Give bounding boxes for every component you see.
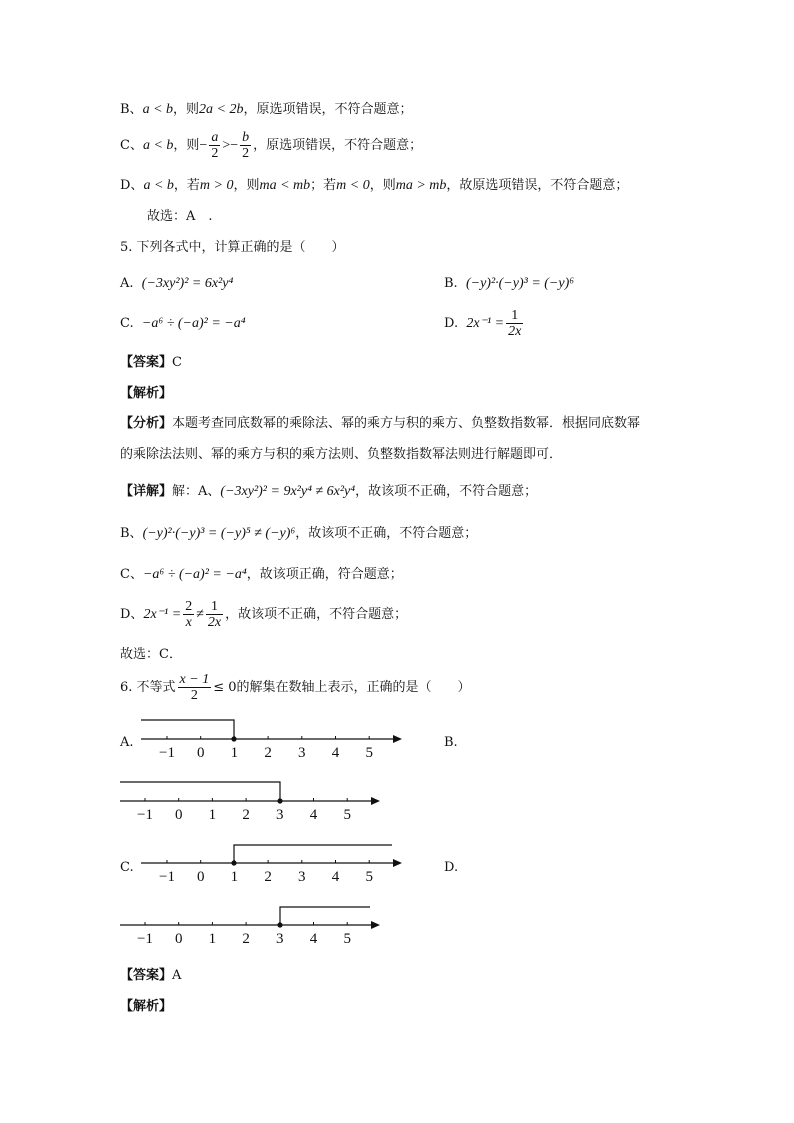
- question-5-stem: 5. 下列各式中，计算正确的是（ ）: [120, 240, 345, 255]
- q5-detail-a: 【详解】解：A、(−3xy²)² = 9x²y⁴ ≠ 6x²y⁴，故该项不正确，不符合题意；: [120, 484, 538, 499]
- q5-analysis-tag: 【解析】: [120, 386, 173, 401]
- tick-label-a: 0: [196, 745, 205, 761]
- q6-label-d: D.: [444, 860, 459, 875]
- tick-label-c: 1: [230, 869, 239, 885]
- tick-label-c: 3: [298, 869, 306, 885]
- tick-label-a: −1: [159, 745, 175, 761]
- q6-label-a: A.: [120, 735, 134, 750]
- fraction: $\frac{2}{x}$: [185, 599, 193, 630]
- ticks-d: [137, 922, 351, 947]
- q5-option-d: D. 2x⁻¹ = $\frac{1}{2x}$: [444, 308, 522, 339]
- q5-fenxi-line-2: 的乘除法法则、幂的乘方与积的乘方法则、负整数指数幂法则进行解题即可．: [120, 447, 563, 462]
- axis-arrow-a: [393, 735, 402, 743]
- ticks-b: [137, 798, 351, 823]
- axis-arrow-c: [393, 859, 402, 867]
- tick-label-d: 2: [242, 931, 250, 947]
- tick-label-d: 1: [208, 931, 217, 947]
- fraction: $\frac{1}{2x}$: [207, 599, 222, 630]
- tick-label-a: 4: [331, 745, 340, 761]
- q5-option-b: B. (−y)²·(−y)³ = (−y)⁶: [444, 276, 575, 291]
- tick-label-d: 4: [309, 931, 318, 947]
- tick-label-c: 2: [264, 869, 272, 885]
- tick-label-a: 3: [298, 745, 306, 761]
- solution-ray-a: [141, 720, 234, 738]
- tick-label-b: 5: [343, 807, 351, 823]
- tick-label-b: 1: [208, 807, 217, 823]
- tick-label-b: 0: [174, 807, 183, 823]
- tick-label-d: 5: [343, 931, 351, 947]
- fraction: $\frac{b}{2}$: [242, 130, 250, 161]
- q5-answer: 【答案】C: [120, 355, 182, 370]
- fraction: $\frac{1}{2x}$: [508, 308, 522, 339]
- q5-choice: 故选：C．: [120, 647, 182, 662]
- endpoint-a: [231, 736, 236, 741]
- solution-line-c: C、a < b，则− $\frac{a}{2}$ >− $\frac{b}{2}$ ，原选项错误，不符合题意；: [120, 130, 423, 161]
- fraction: $\frac{a}{2}$: [211, 130, 219, 161]
- tick-label-c: 0: [196, 869, 205, 885]
- solution-ray-c: [234, 845, 392, 862]
- solution-choice: 故选：A .: [147, 209, 213, 224]
- tick-label-d: 3: [276, 931, 284, 947]
- q5-fenxi-line-1: 【分析】本题考查同底数幂的乘除法、幂的乘方与积的乘方、负整数指数幂．根据同底数幂: [120, 416, 641, 431]
- tick-label-b: 3: [276, 807, 284, 823]
- solution-line-b: B、a < b，则2a < 2b，原选项错误，不符合题意；: [120, 102, 413, 117]
- number-line-b-group: [120, 782, 380, 823]
- endpoint-d: [277, 922, 282, 927]
- q6-analysis-tag: 【解析】: [120, 999, 173, 1014]
- fraction: $\frac{x - 1}{2}$: [179, 672, 210, 703]
- q5-detail-d: D、2x⁻¹ = $\frac{2}{x}$ ≠ $\frac{1}{2x}$ ，故该项不正确，不符合题意；: [120, 599, 408, 630]
- tick-label-b: 4: [309, 807, 318, 823]
- q5-detail-b: B、(−y)²·(−y)³ = (−y)⁵ ≠ (−y)⁶，故该项不正确，不符合题意；: [120, 526, 478, 541]
- q6-label-c: C.: [120, 860, 134, 875]
- axis-arrow-d: [371, 921, 380, 929]
- solution-ray-d: [280, 907, 370, 924]
- tick-label-a: 1: [230, 745, 239, 761]
- tick-label-b: −1: [137, 807, 153, 823]
- number-line-d-group: [120, 907, 380, 947]
- number-line-a-group: [141, 720, 402, 761]
- ticks-c: [159, 860, 373, 885]
- q6-label-b: B.: [444, 735, 458, 750]
- tick-label-c: 5: [365, 869, 373, 885]
- tick-label-a: 2: [264, 745, 272, 761]
- endpoint-b: [277, 798, 282, 803]
- ticks-a: [159, 736, 373, 761]
- tick-label-b: 2: [242, 807, 250, 823]
- tick-label-d: −1: [137, 931, 153, 947]
- solution-ray-b: [120, 782, 280, 800]
- tick-label-c: 4: [331, 869, 340, 885]
- tick-label-a: 5: [365, 745, 373, 761]
- tick-label-d: 0: [174, 931, 183, 947]
- q5-option-a: A. (−3xy²)² = 6x²y⁴: [120, 276, 234, 291]
- q6-answer: 【答案】A: [120, 968, 182, 983]
- solution-line-d: D、a < b，若m > 0，则ma < mb；若m < 0，则ma > mb，故原选项错误，不符合题意；: [120, 178, 629, 193]
- tick-label-c: −1: [159, 869, 175, 885]
- question-6-stem: 6. 不等式 $\frac{x - 1}{2}$ ≤ 0的解集在数轴上表示，正确的是（ ）: [120, 672, 471, 703]
- axis-arrow-b: [371, 797, 380, 805]
- endpoint-c: [231, 860, 236, 865]
- q5-detail-c: C、−a⁶ ÷ (−a)² = −a⁴，故该项正确，符合题意；: [120, 567, 403, 582]
- number-line-c-group: [141, 845, 402, 885]
- q5-option-c: C. −a⁶ ÷ (−a)² = −a⁴: [120, 316, 246, 331]
